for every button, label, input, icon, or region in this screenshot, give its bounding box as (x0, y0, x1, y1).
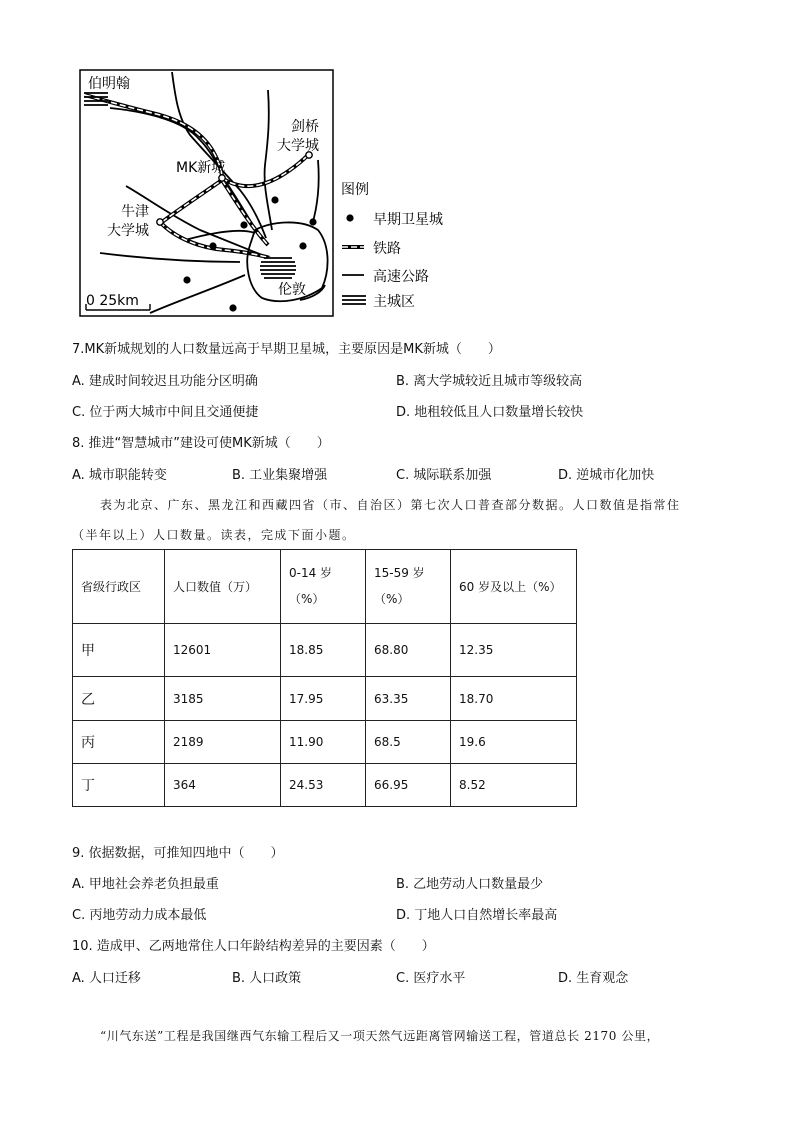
header-age-0-14: 0-14 岁 （%） (281, 550, 366, 624)
label-oxford-2: 大学城 (107, 223, 149, 239)
cell-age-0-14: 11.90 (281, 721, 366, 764)
q8-option-c[interactable]: C. 城际联系加强 (396, 468, 492, 483)
uk-city-map (0, 0, 794, 330)
london-urban-area-icon (260, 255, 296, 281)
cell-age-15-59: 68.80 (366, 624, 451, 677)
cell-population: 12601 (165, 624, 281, 677)
q9-option-b[interactable]: B. 乙地劳动人口数量最少 (396, 877, 544, 892)
q8-option-a[interactable]: A. 城市职能转变 (72, 468, 167, 483)
q9-option-c[interactable]: C. 丙地劳动力成本最低 (72, 908, 207, 923)
header-age-15-59: 15-59 岁 （%） (366, 550, 451, 624)
cell-population: 2189 (165, 721, 281, 764)
legend-urban-area-icon (342, 296, 366, 304)
cell-age-60-plus: 8.52 (451, 764, 577, 807)
table-row (73, 677, 577, 721)
header-province: 省级行政区 (73, 550, 165, 624)
cell-age-15-59: 66.95 (366, 764, 451, 807)
label-oxford-1: 牛津 (121, 204, 149, 220)
table-row (73, 764, 577, 807)
label-birmingham: 伯明翰 (88, 76, 130, 92)
q10-option-c[interactable]: C. 医疗水平 (396, 971, 466, 986)
q7-option-a[interactable]: A. 建成时间较迟且功能分区明确 (72, 374, 258, 389)
question-8-stem: 8. 推进“智慧城市”建设可使MK新城（ ） (72, 436, 330, 451)
table-row (73, 721, 577, 764)
cell-region: 丙 (73, 721, 165, 764)
q10-option-d[interactable]: D. 生育观念 (558, 971, 629, 986)
q7-option-c[interactable]: C. 位于两大城市中间且交通便捷 (72, 405, 259, 420)
q7-option-b[interactable]: B. 离大学城较近且城市等级较高 (396, 374, 583, 389)
question-9-stem: 9. 依据数据，可推知四地中（ ） (72, 846, 284, 861)
cell-population: 3185 (165, 677, 281, 721)
census-table (72, 549, 577, 807)
cell-age-0-14: 24.53 (281, 764, 366, 807)
header-age-60-plus: 60 岁及以上（%） (451, 550, 577, 624)
cell-age-60-plus: 12.35 (451, 624, 577, 677)
label-cambridge-2: 大学城 (277, 138, 319, 154)
q8-option-b[interactable]: B. 工业集聚增强 (232, 468, 328, 483)
cell-age-60-plus: 19.6 (451, 721, 577, 764)
cell-region: 丁 (73, 764, 165, 807)
label-london: 伦敦 (278, 282, 306, 298)
cell-age-0-14: 18.85 (281, 624, 366, 677)
oxford-city-icon (157, 219, 163, 225)
legend-urban-area: 主城区 (373, 294, 415, 310)
legend-expressway: 高速公路 (373, 269, 429, 285)
intro-line-1: 表为北京、广东、黑龙江和西藏四省（市、自治区）第七次人口普查部分数据。人口数值是指常住 (100, 498, 681, 512)
next-passage-line: “川气东送”工程是我国继西气东输工程后又一项天然气远距离管网输送工程，管道总长 2170 公里， (100, 1029, 660, 1043)
cell-age-0-14: 17.95 (281, 677, 366, 721)
header-population: 人口数值（万） (165, 550, 281, 624)
table-header-row (73, 550, 577, 624)
legend-satellite-icon (346, 214, 353, 221)
cell-population: 364 (165, 764, 281, 807)
table-row (73, 624, 577, 677)
legend-railway: 铁路 (373, 241, 401, 257)
cell-age-60-plus: 18.70 (451, 677, 577, 721)
cell-age-15-59: 63.35 (366, 677, 451, 721)
intro-line-2: （半年以上）人口数量。读表，完成下面小题。 (72, 528, 356, 542)
q7-option-d[interactable]: D. 地租较低且人口数量增长较快 (396, 405, 584, 420)
question-7-stem: 7.MK新城规划的人口数量远高于早期卫星城，主要原因是MK新城（ ） (72, 342, 501, 357)
cell-region: 乙 (73, 677, 165, 721)
q8-option-d[interactable]: D. 逆城市化加快 (558, 468, 655, 483)
cell-age-15-59: 68.5 (366, 721, 451, 764)
q10-option-a[interactable]: A. 人口迁移 (72, 971, 141, 986)
question-10-stem: 10. 造成甲、乙两地常住人口年龄结构差异的主要因素（ ） (72, 939, 435, 954)
legend-satellite: 早期卫星城 (373, 212, 443, 228)
label-mk: MK新城 (176, 160, 226, 176)
scale-label: 0 25km (86, 293, 139, 309)
label-cambridge-1: 剑桥 (291, 119, 319, 135)
cell-region: 甲 (73, 624, 165, 677)
legend-title: 图例 (341, 182, 369, 198)
q9-option-d[interactable]: D. 丁地人口自然增长率最高 (396, 908, 558, 923)
q9-option-a[interactable]: A. 甲地社会养老负担最重 (72, 877, 219, 892)
q10-option-b[interactable]: B. 人口政策 (232, 971, 302, 986)
